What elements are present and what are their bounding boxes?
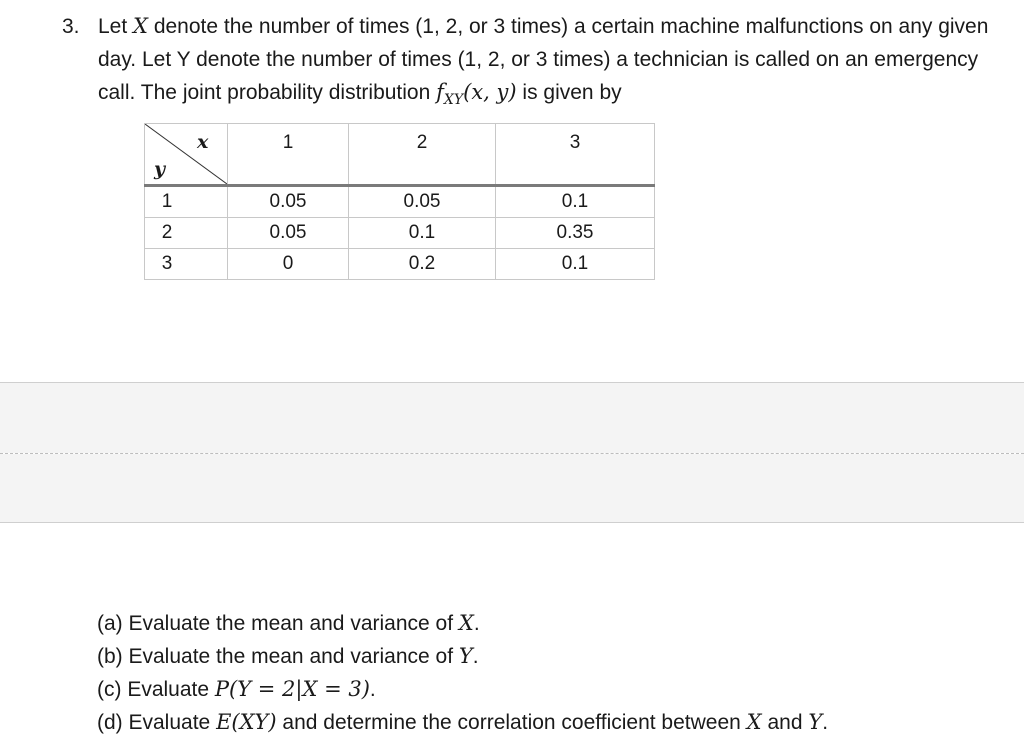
question-d-text: (d) Evaluate: [97, 711, 217, 734]
question-a-end: .: [473, 612, 480, 635]
x-axis-label: x: [197, 131, 209, 153]
y-value-2: 2: [145, 218, 228, 249]
question-b: [97, 640, 828, 673]
table-cell: 0.2: [349, 249, 496, 280]
y-value-1: 1: [145, 186, 228, 218]
question-d: [97, 706, 828, 739]
question-d-y: Y: [808, 710, 823, 734]
var-x: X: [133, 14, 148, 38]
question-list: [97, 607, 828, 739]
f-subscript: XY: [443, 92, 464, 108]
table-row: [145, 218, 655, 249]
table-cell: 0.05: [228, 218, 349, 249]
y-axis-label: y: [154, 158, 166, 180]
question-b-end: .: [472, 645, 479, 668]
question-c-text: (c) Evaluate: [97, 678, 215, 701]
y-value-3: 3: [145, 249, 228, 280]
table-row: [145, 186, 655, 218]
f-args: (x, y): [463, 80, 517, 104]
question-c: [97, 673, 828, 706]
question-d-mid: and determine the correlation coefficient between: [276, 711, 747, 734]
problem-text-c: is given by: [516, 81, 622, 104]
problem-number: 3.: [62, 15, 80, 38]
f-symbol: f: [436, 80, 444, 104]
table-cell: 0.1: [349, 218, 496, 249]
table-cell: 0.05: [228, 186, 349, 218]
problem-text-a: Let: [98, 15, 134, 38]
problem-statement: [62, 10, 1012, 117]
x-value-3: 3: [496, 124, 655, 186]
problem-text-b: denote the number of times (1, 2, or 3 times) a certain machine malfunctions on any given day. Let Y denote the number of times (1, 2, or 3 times) a technician is called on an emergency call. The joint probability distribution: [98, 15, 989, 104]
question-d-end: .: [822, 711, 829, 734]
table-header-row: [145, 124, 655, 186]
question-d-and: and: [761, 711, 809, 734]
question-b-text: (b) Evaluate the mean and variance of: [97, 645, 459, 668]
x-value-2: 2: [349, 124, 496, 186]
joint-pdf-symbol: [436, 80, 517, 108]
table-row: [145, 249, 655, 280]
table-cell: 0.35: [496, 218, 655, 249]
table-cell: 0: [228, 249, 349, 280]
question-b-var: Y: [458, 644, 473, 668]
table-cell: 0.05: [349, 186, 496, 218]
page-break-band-top: [0, 382, 1024, 453]
page-break-band-bottom: [0, 454, 1024, 523]
question-c-end: .: [369, 678, 376, 701]
question-c-expr: P(Y = 2|X = 3): [214, 677, 370, 701]
question-a-var: X: [458, 611, 474, 635]
question-a-text: (a) Evaluate the mean and variance of: [97, 612, 459, 635]
table-cell: 0.1: [496, 186, 655, 218]
joint-distribution-table: [144, 123, 655, 280]
table-corner-cell: [145, 124, 228, 186]
question-d-expr: E(XY): [216, 710, 277, 734]
table-cell: 0.1: [496, 249, 655, 280]
problem-text: [98, 10, 1012, 117]
question-d-x: X: [746, 710, 762, 734]
question-a: [97, 607, 828, 640]
x-value-1: 1: [228, 124, 349, 186]
